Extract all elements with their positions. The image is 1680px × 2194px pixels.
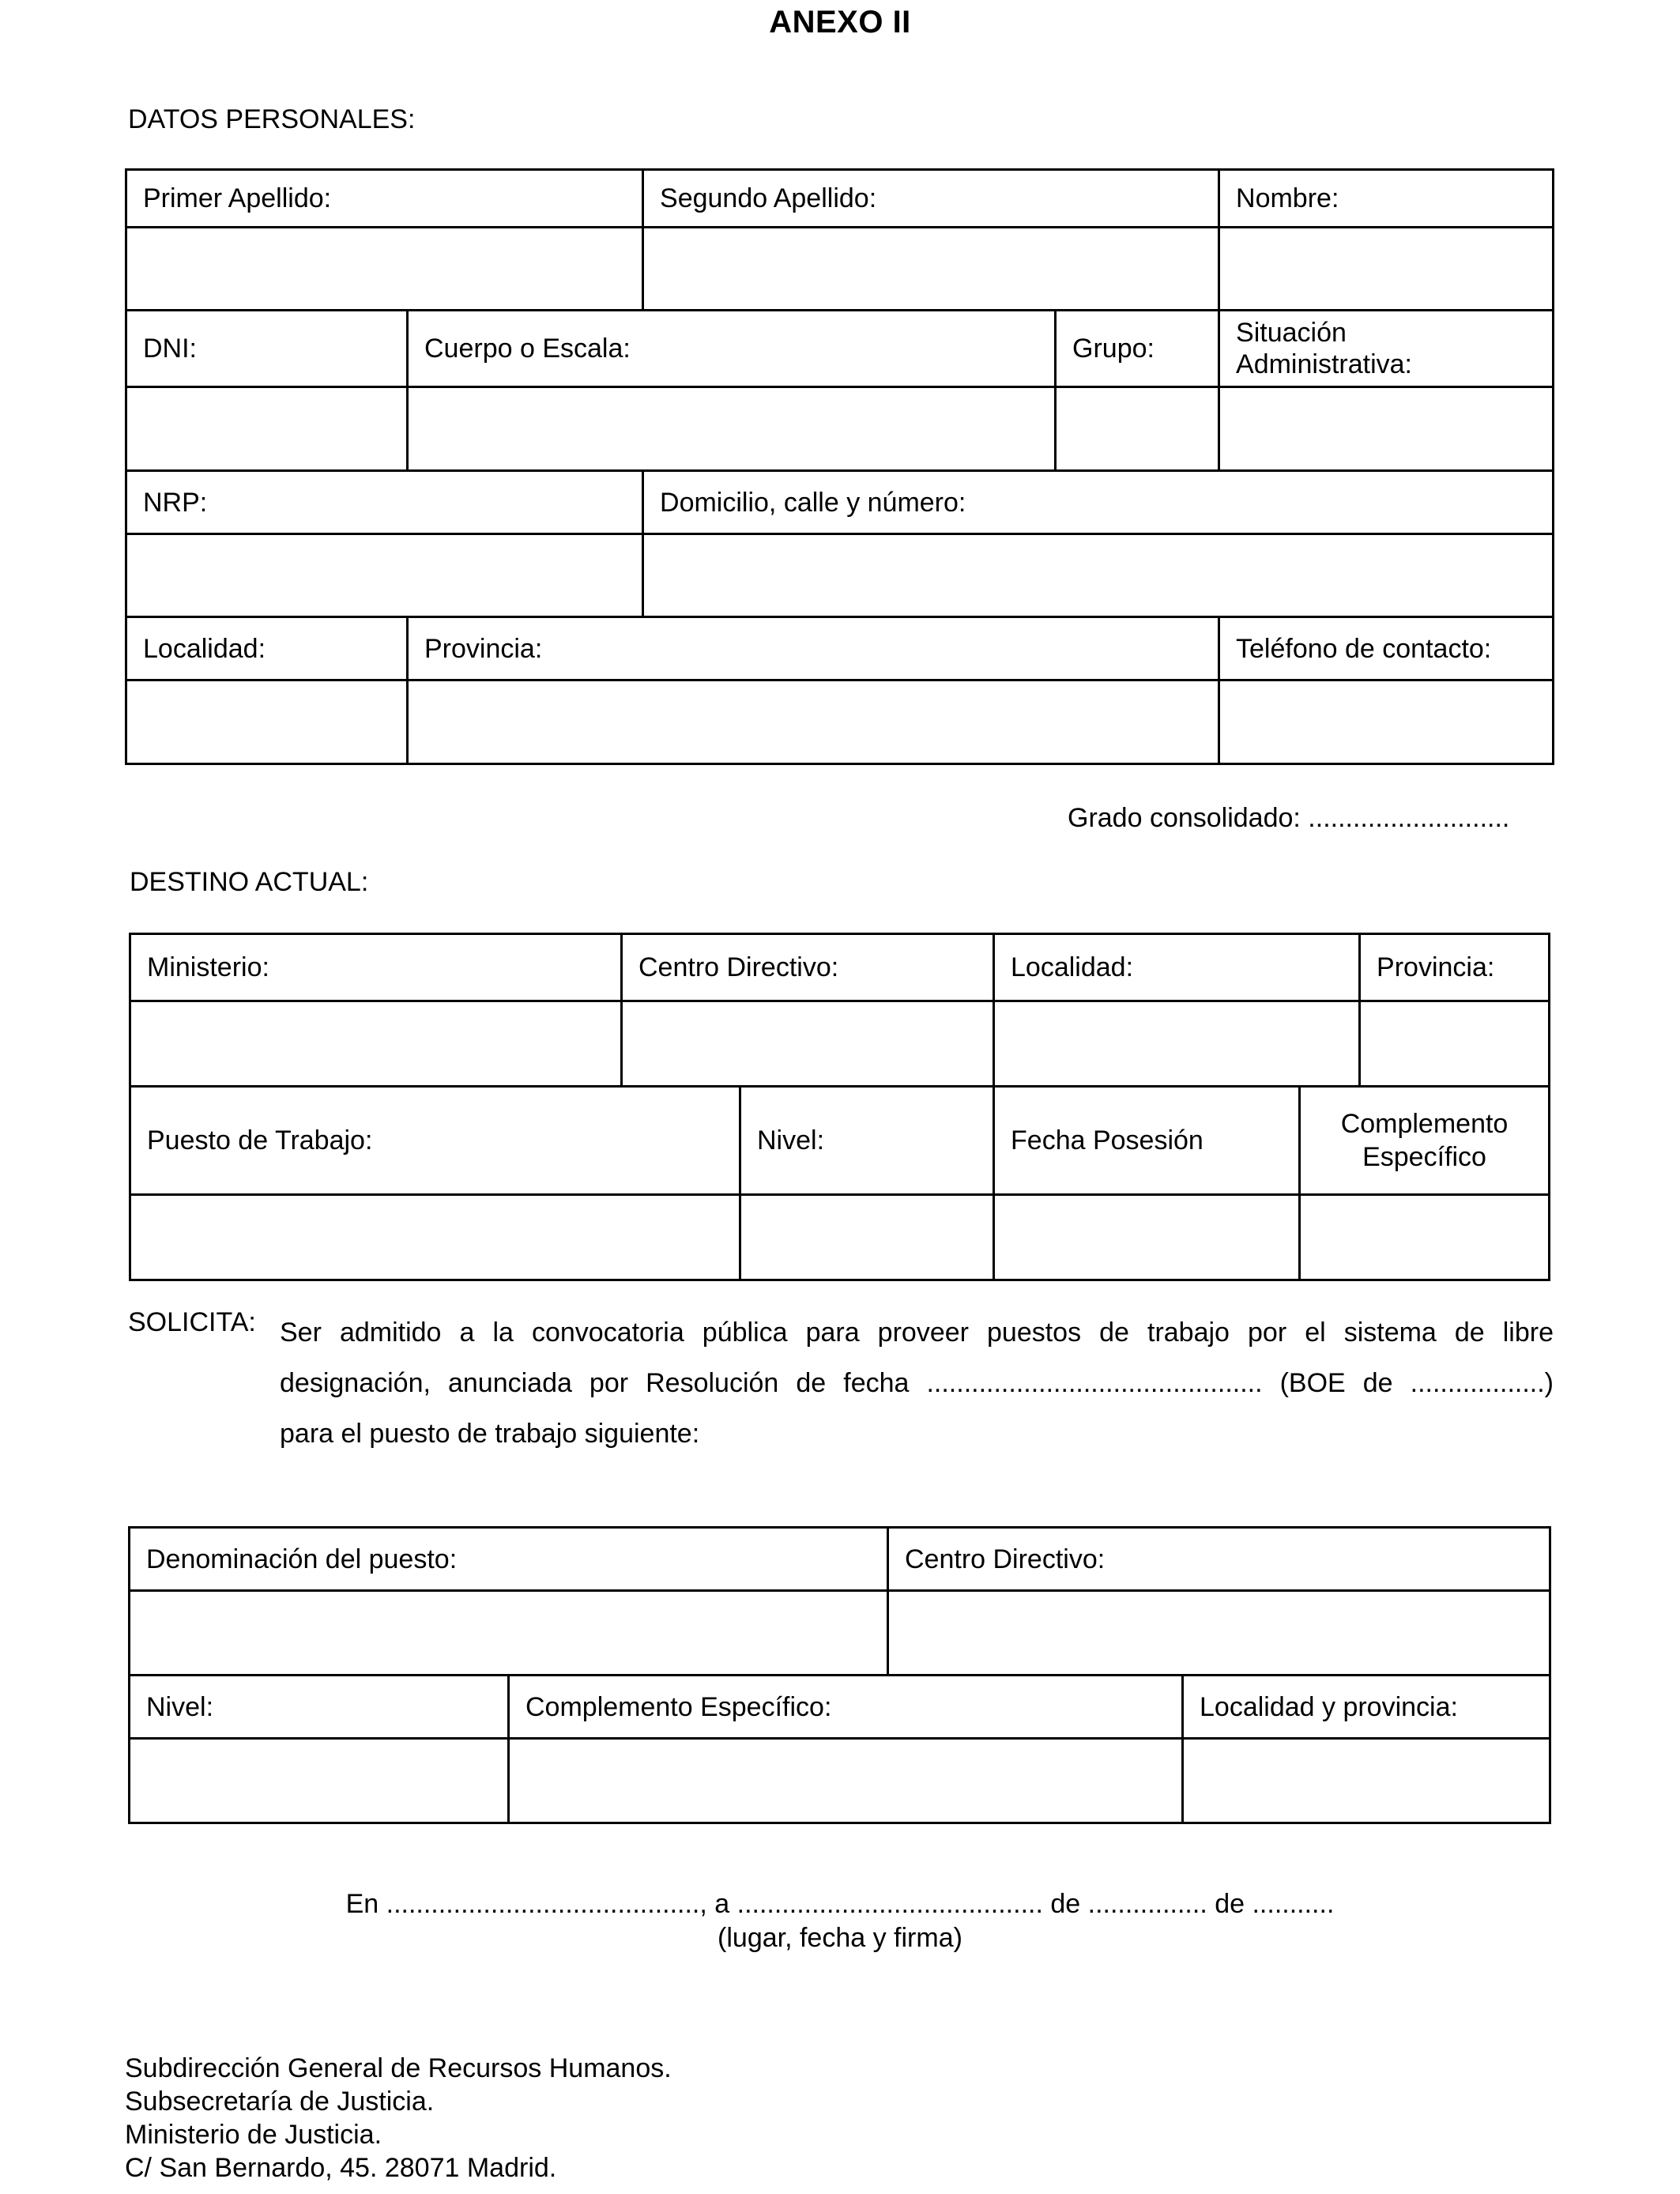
localidad-provincia-label: Localidad y provincia: bbox=[1183, 1676, 1550, 1739]
denominacion-puesto-label: Denominación del puesto: bbox=[130, 1528, 888, 1591]
nombre-field[interactable] bbox=[1219, 228, 1554, 311]
footer-address bbox=[125, 2052, 672, 2185]
puesto-complemento-label: Complemento Específico: bbox=[509, 1676, 1183, 1739]
segundo-apellido-label: Segundo Apellido: bbox=[643, 170, 1219, 228]
solicita-label: SOLICITA: bbox=[128, 1307, 256, 1337]
solicita-text bbox=[280, 1307, 1554, 1459]
primer-apellido-field[interactable] bbox=[126, 228, 643, 311]
situacion-line2: Administrativa: bbox=[1236, 349, 1412, 379]
localidad-label: Localidad: bbox=[126, 617, 408, 680]
footer-line3: Ministerio de Justicia. bbox=[125, 2120, 382, 2150]
fecha-posesion-label: Fecha Posesión bbox=[994, 1087, 1300, 1195]
segundo-apellido-field[interactable] bbox=[643, 228, 1219, 311]
signature-line: En .........................................., a ......................................... de ................ de ........... bbox=[345, 1889, 1335, 1919]
complemento-line2: Específico bbox=[1362, 1142, 1486, 1172]
puesto-trabajo-label: Puesto de Trabajo: bbox=[130, 1087, 740, 1195]
solicita-line1: Ser admitido a la convocatoria pública para proveer puestos de trabajo por el sistema de libre bbox=[280, 1318, 1554, 1348]
telefono-label: Teléfono de contacto: bbox=[1219, 617, 1554, 680]
puesto-nivel-label: Nivel: bbox=[130, 1676, 509, 1739]
centro-directivo-label: Centro Directivo: bbox=[622, 934, 994, 1001]
solicita-line3: para el puesto de trabajo siguiente: bbox=[280, 1419, 700, 1449]
destino-provincia-label: Provincia: bbox=[1360, 934, 1550, 1001]
destino-actual-table bbox=[129, 933, 1550, 1281]
puesto-centro-directivo-label: Centro Directivo: bbox=[888, 1528, 1550, 1591]
complemento-especifico-label bbox=[1300, 1087, 1550, 1195]
puesto-centro-directivo-field[interactable] bbox=[888, 1591, 1550, 1676]
grupo-field[interactable] bbox=[1056, 387, 1219, 471]
destino-provincia-field[interactable] bbox=[1360, 1001, 1550, 1087]
domicilio-label: Domicilio, calle y número: bbox=[643, 471, 1554, 534]
centro-directivo-field[interactable] bbox=[622, 1001, 994, 1087]
cuerpo-escala-label: Cuerpo o Escala: bbox=[408, 311, 1056, 387]
ministerio-field[interactable] bbox=[130, 1001, 622, 1087]
puesto-complemento-field[interactable] bbox=[509, 1739, 1183, 1823]
localidad-field[interactable] bbox=[126, 680, 408, 764]
dni-field[interactable] bbox=[126, 387, 408, 471]
destino-actual-heading: DESTINO ACTUAL: bbox=[130, 867, 369, 897]
denominacion-puesto-field[interactable] bbox=[130, 1591, 888, 1676]
nrp-label: NRP: bbox=[126, 471, 643, 534]
provincia-label: Provincia: bbox=[408, 617, 1219, 680]
puesto-trabajo-field[interactable] bbox=[130, 1195, 740, 1280]
complemento-especifico-field[interactable] bbox=[1300, 1195, 1550, 1280]
destino-localidad-field[interactable] bbox=[994, 1001, 1360, 1087]
situacion-administrativa-field[interactable] bbox=[1219, 387, 1554, 471]
destino-localidad-label: Localidad: bbox=[994, 934, 1360, 1001]
nrp-field[interactable] bbox=[126, 534, 643, 617]
footer-line1: Subdirección General de Recursos Humanos. bbox=[125, 2053, 672, 2083]
footer-line2: Subsecretaría de Justicia. bbox=[125, 2087, 435, 2117]
personal-data-heading: DATOS PERSONALES: bbox=[128, 104, 416, 134]
situacion-line1: Situación bbox=[1236, 318, 1347, 348]
telefono-field[interactable] bbox=[1219, 680, 1554, 764]
nivel-label: Nivel: bbox=[740, 1087, 994, 1195]
dni-label: DNI: bbox=[126, 311, 408, 387]
puesto-solicitado-table bbox=[128, 1526, 1551, 1824]
situacion-administrativa-label bbox=[1219, 311, 1554, 387]
ministerio-label: Ministerio: bbox=[130, 934, 622, 1001]
complemento-line1: Complemento bbox=[1340, 1109, 1509, 1139]
grupo-label: Grupo: bbox=[1056, 311, 1219, 387]
signature-caption: (lugar, fecha y firma) bbox=[718, 1923, 962, 1953]
provincia-field[interactable] bbox=[408, 680, 1219, 764]
footer-line4: C/ San Bernardo, 45. 28071 Madrid. bbox=[125, 2153, 557, 2183]
cuerpo-escala-field[interactable] bbox=[408, 387, 1056, 471]
personal-data-table bbox=[125, 168, 1554, 765]
nombre-label: Nombre: bbox=[1219, 170, 1554, 228]
fecha-posesion-field[interactable] bbox=[994, 1195, 1300, 1280]
localidad-provincia-field[interactable] bbox=[1183, 1739, 1550, 1823]
solicita-line2: designación, anunciada por Resolución de fecha ............................................. (BOE de ..................) bbox=[280, 1368, 1554, 1398]
puesto-nivel-field[interactable] bbox=[130, 1739, 509, 1823]
domicilio-field[interactable] bbox=[643, 534, 1554, 617]
nivel-field[interactable] bbox=[740, 1195, 994, 1280]
primer-apellido-label: Primer Apellido: bbox=[126, 170, 643, 228]
page-title: ANEXO II bbox=[769, 5, 911, 40]
grado-consolidado: Grado consolidado: ........................... bbox=[1068, 803, 1510, 833]
